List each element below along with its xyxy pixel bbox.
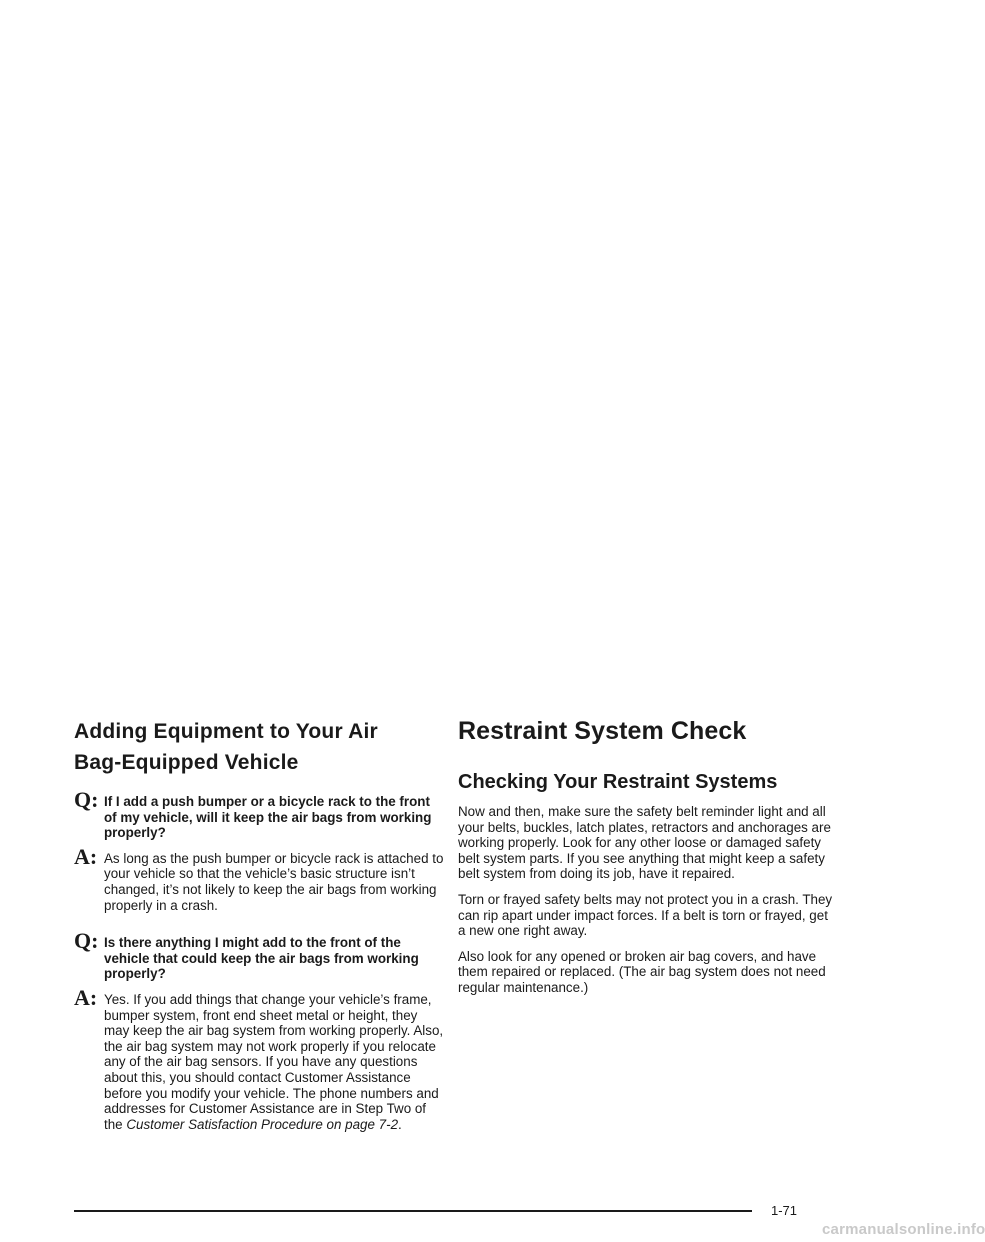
answer-2-end: . xyxy=(398,1116,402,1132)
answer-2-text xyxy=(104,992,444,1132)
section-title-restraint-system-check: Restraint System Check xyxy=(458,717,747,745)
subsection-title-checking-restraints: Checking Your Restraint Systems xyxy=(458,771,778,793)
answer-1 xyxy=(74,843,444,913)
question-2-text: Is there anything I might add to the front of the vehicle that could keep the air bags from working properly? xyxy=(104,935,419,982)
paragraph-1: Now and then, make sure the safety belt reminder light and all your belts, buckles, latch plates, retractors and anchorages are working properly. Look for any other loose or damaged safety belt system parts. If you see anything that might keep a safety belt system from doing its job, have it repaired. xyxy=(458,804,831,882)
paragraph-2: Torn or frayed safety belts may not protect you in a crash. They can rip apart under impact forces. If a belt is torn or frayed, get a new one right away. xyxy=(458,891,833,939)
right-column xyxy=(458,716,838,1006)
answer-marker: A: xyxy=(74,843,98,869)
question-1 xyxy=(74,787,444,841)
question-marker: Q: xyxy=(74,787,99,812)
paragraph-3: Also look for any opened or broken air bag covers, and have them repaired or replaced. (The air bag system does not need regular maintenance.) xyxy=(458,948,826,995)
heading-line-1: Adding Equipment to Your Air xyxy=(74,720,378,743)
heading-line-2: Bag-Equipped Vehicle xyxy=(74,751,299,774)
cross-reference-link[interactable]: Customer Satisfaction Procedure on page 7-2 xyxy=(126,1116,399,1132)
restraint-check-body xyxy=(458,804,838,996)
page-number: 1-71 xyxy=(771,1203,798,1218)
answer-1-text: As long as the push bumper or bicycle rack is attached to your vehicle so that the vehicle’s basic structure isn’t changed, it’s not likely to keep the air bags from working properly in a crash. xyxy=(104,850,444,913)
footer-divider xyxy=(74,1210,752,1212)
watermark: carmanualsonline.info xyxy=(822,1221,985,1238)
question-2 xyxy=(74,928,444,982)
question-1-text: If I add a push bumper or a bicycle rack to the front of my vehicle, will it keep the air bags from working properly? xyxy=(104,794,432,841)
section-heading-adding-equipment xyxy=(74,716,444,778)
answer-2 xyxy=(74,984,444,1132)
answer-marker: A: xyxy=(74,984,98,1010)
left-column xyxy=(74,716,444,1132)
question-marker: Q: xyxy=(74,928,99,954)
answer-2-body: Yes. If you add things that change your vehicle’s frame, bumper system, front end sheet metal or height, they may keep the air bag system from working properly. Also, the air bag system may not work properly if you relocate any of the air bag sensors. If you have any questions about this, you should contact Customer Assistance before you modify your vehicle. The phone numbers and addresses for Customer Assistance are in Step Two of the xyxy=(104,991,444,1132)
